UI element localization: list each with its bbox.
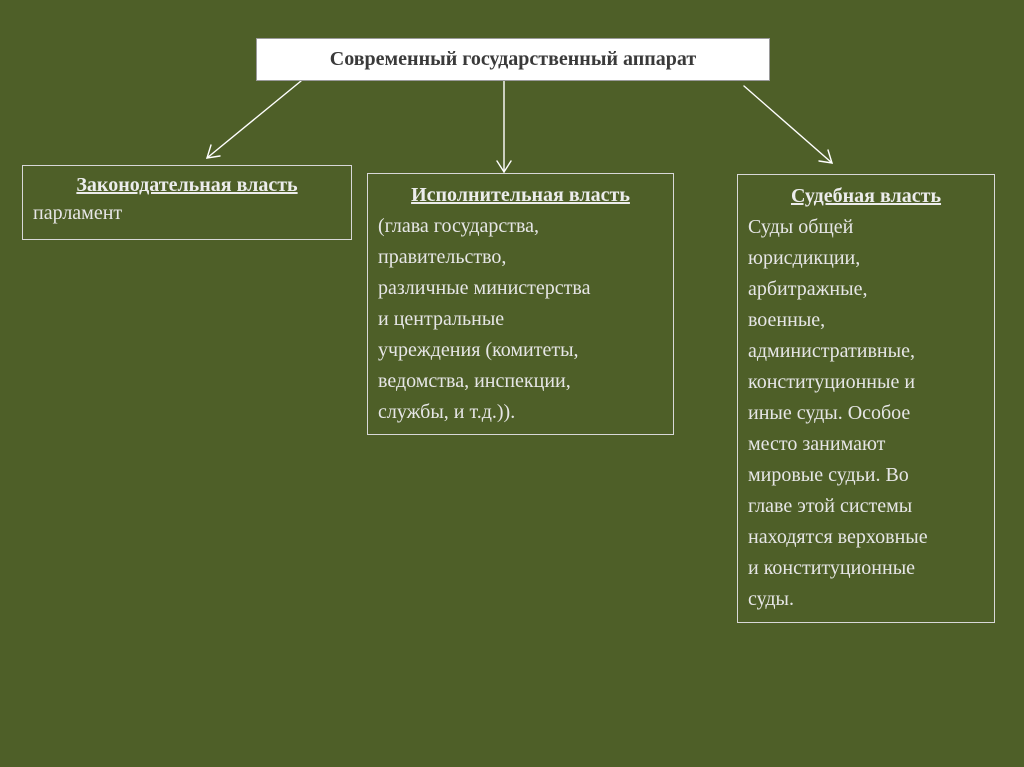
root-node-box	[256, 38, 770, 81]
arrow-to-judicial	[744, 86, 832, 163]
judicial-branch-box	[737, 174, 995, 623]
executive-branch-body: (глава государства, правительство, различные министерства и центральные учреждения (комитеты, ведомства, инспекции, службы, и т.д.)).	[378, 215, 591, 423]
executive-branch-box	[367, 173, 674, 435]
arrow-to-legislative	[207, 81, 301, 158]
root-node-label: Современный государственный аппарат	[329, 48, 697, 70]
legislative-branch-body: парламент	[33, 202, 123, 224]
legislative-branch-box	[22, 165, 352, 240]
legislative-branch-title: Законодательная власть	[76, 174, 298, 196]
executive-branch-title: Исполнительная власть	[411, 184, 630, 206]
arrow-to-executive	[497, 81, 511, 172]
judicial-branch-title: Судебная власть	[790, 185, 942, 207]
judicial-branch-body: Суды общей юрисдикции, арбитражные, военные, административные, конституционные и иные суды. Особое место занимают мировые судьи. Во главе этой системы находятся верховные и конституционные суды.	[748, 216, 928, 610]
